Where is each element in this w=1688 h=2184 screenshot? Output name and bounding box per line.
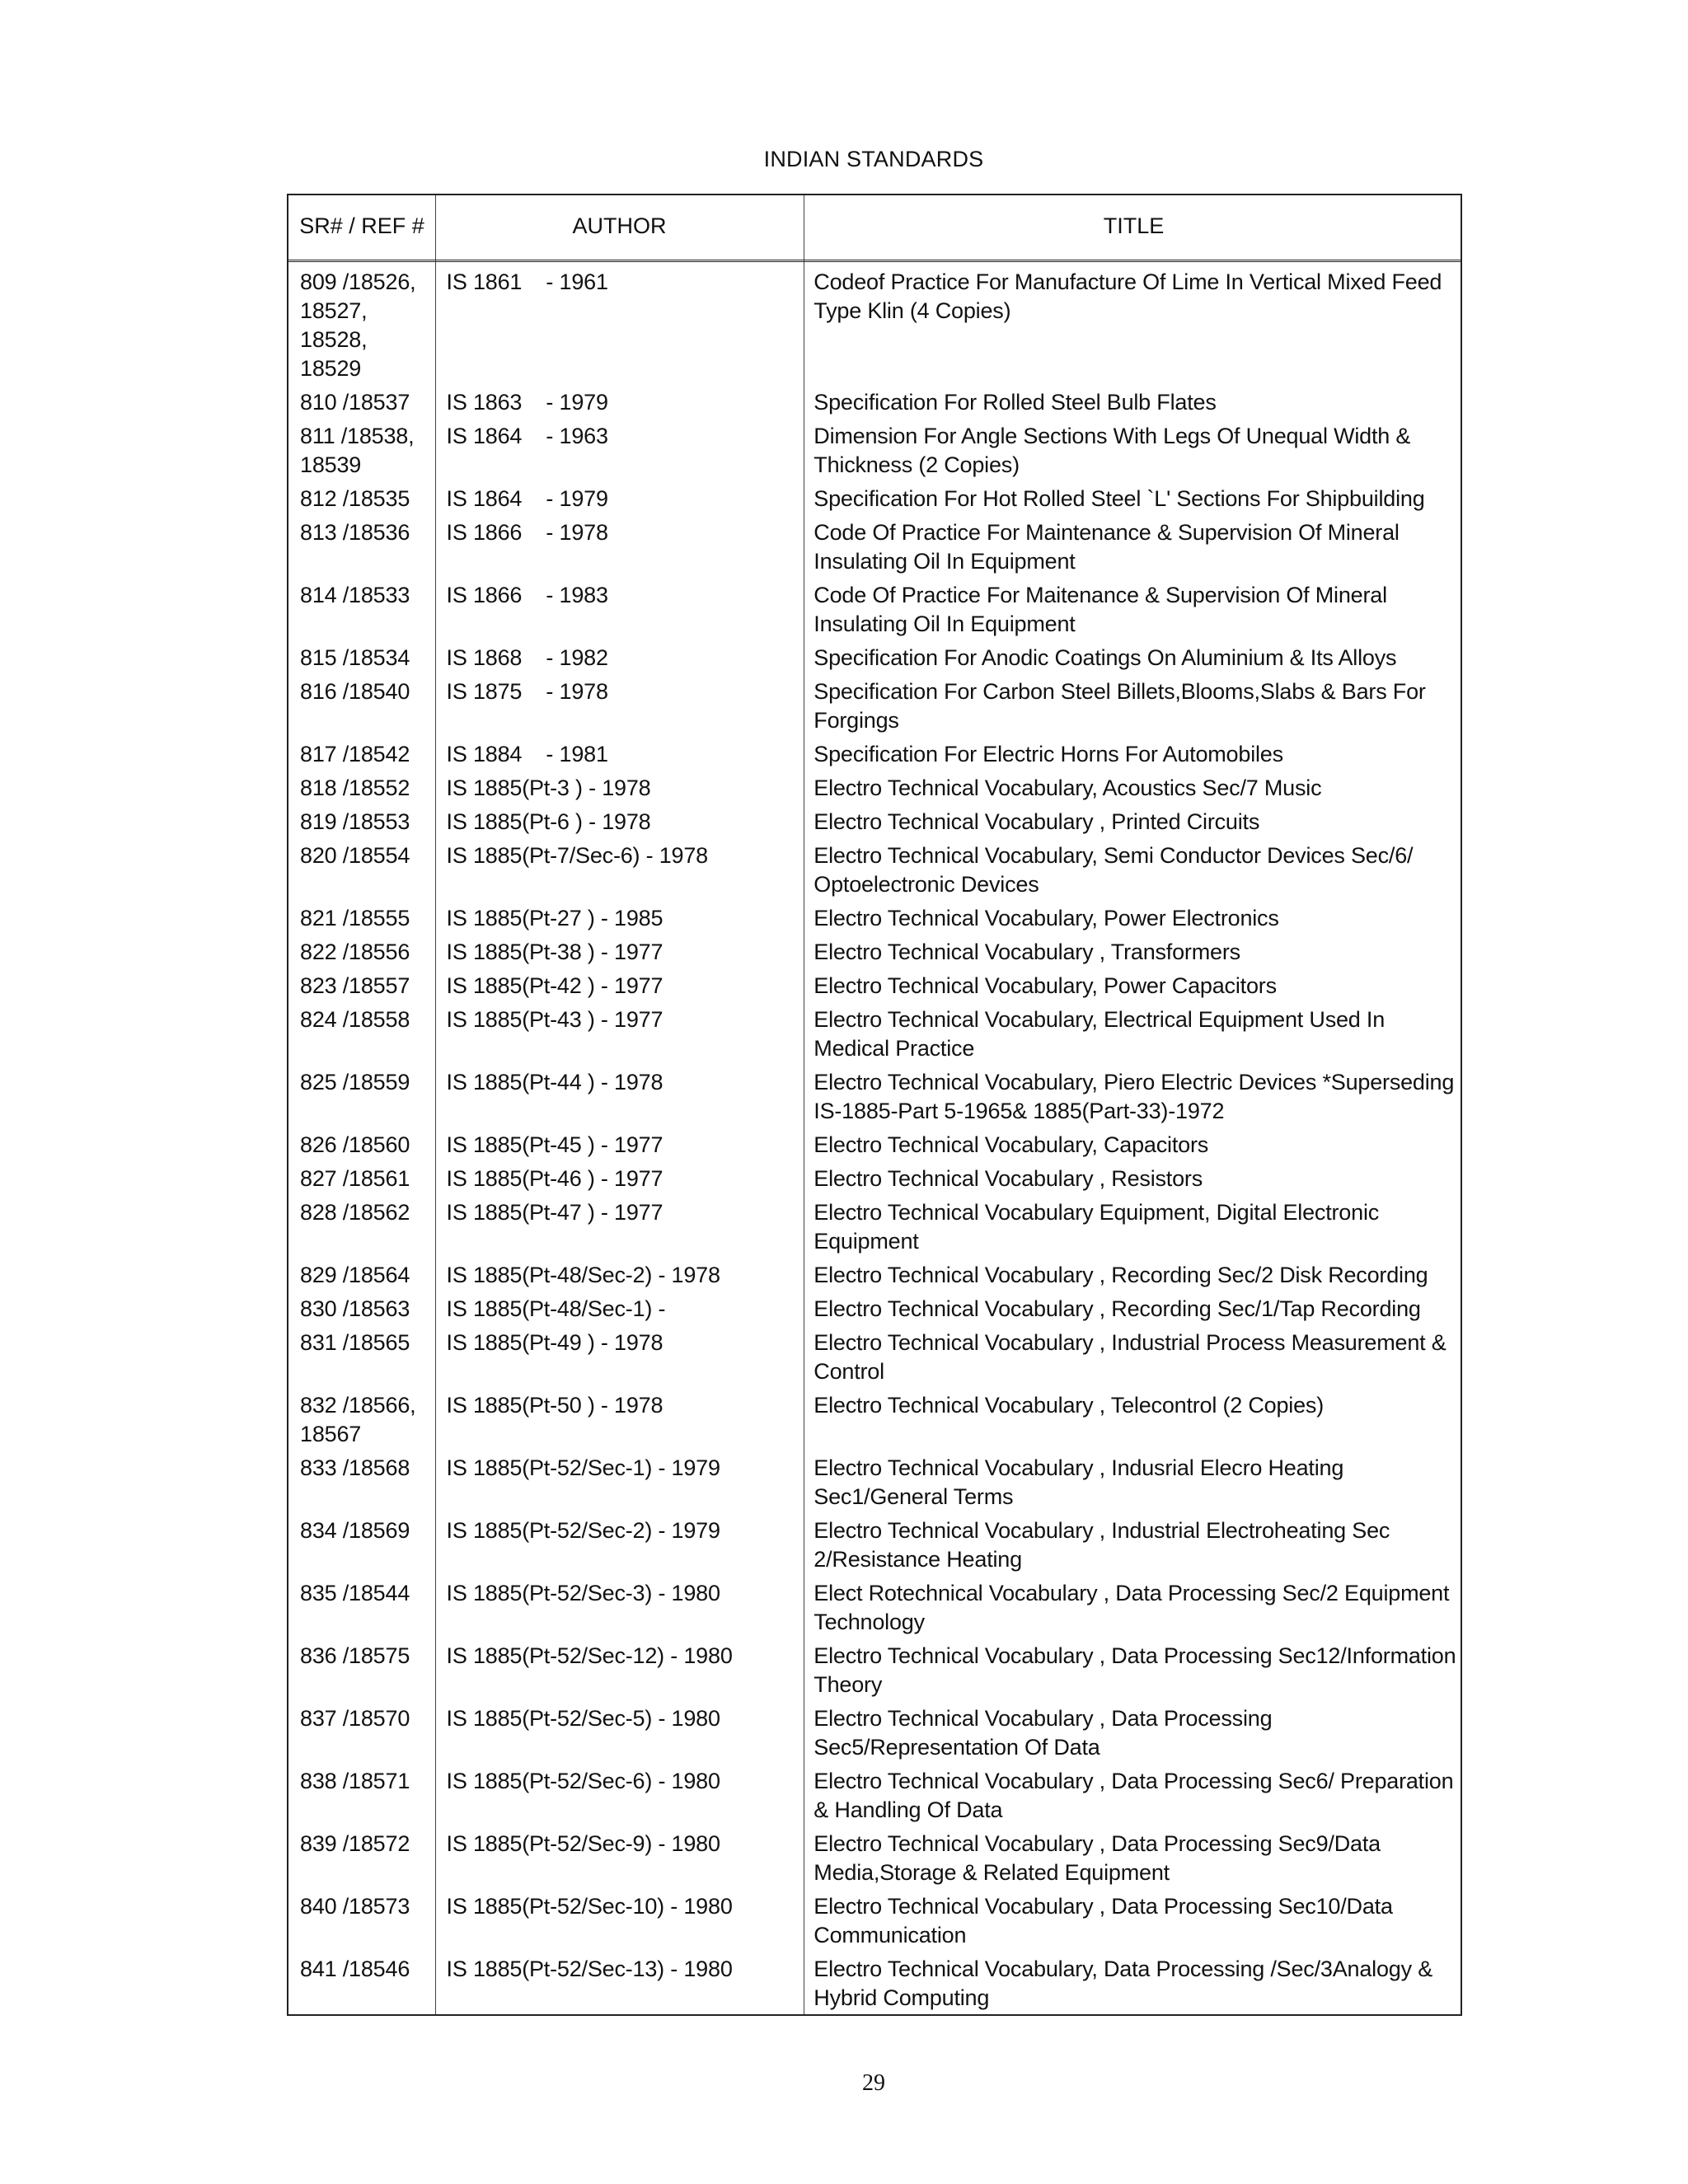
sr-ref-cell: 825 /18559 [300, 1070, 410, 1094]
table-row [288, 1261, 1461, 1290]
title-cell: Electro Technical Vocabulary , Printed Circuits [814, 809, 1260, 834]
author-cell: IS 1885(Pt-6 ) - 1978 [446, 809, 651, 834]
title-cell: Electro Technical Vocabulary, Acoustics Sec/7 Music [814, 776, 1322, 800]
sr-ref-cell: 813 /18536 [300, 520, 410, 545]
table-row [288, 740, 1461, 769]
sr-ref-cell: 815 /18534 [300, 645, 410, 670]
sr-ref-cell: 841 /18546 [300, 1957, 410, 1981]
table-row [288, 774, 1461, 803]
header-author: AUTHOR [572, 213, 667, 238]
author-cell: IS 1885(Pt-52/Sec-13) - 1980 [446, 1957, 733, 1981]
author-cell: IS 1885(Pt-52/Sec-10) - 1980 [446, 1894, 733, 1919]
title-cell: Electro Technical Vocabulary , Data Processing Sec10/Data Communication [814, 1894, 1393, 1947]
table-row [288, 1516, 1461, 1574]
table-row [288, 1454, 1461, 1511]
title-cell: Elect Rotechnical Vocabulary , Data Processing Sec/2 Equipment Technology [814, 1581, 1450, 1634]
author-cell: IS 1864 - 1979 [446, 486, 608, 511]
title-cell: Dimension For Angle Sections With Legs Of Unequal Width & Thickness (2 Copies) [814, 424, 1411, 477]
header-title: TITLE [1103, 213, 1165, 238]
table-row [288, 1830, 1461, 1887]
table-row [288, 485, 1461, 513]
author-cell: IS 1885(Pt-52/Sec-5) - 1980 [446, 1706, 720, 1731]
author-cell: IS 1885(Pt-46 ) - 1977 [446, 1166, 663, 1191]
sr-ref-cell: 822 /18556 [300, 940, 410, 964]
table-row [288, 677, 1461, 735]
author-cell: IS 1885(Pt-7/Sec-6) - 1978 [446, 843, 708, 868]
title-cell: Specification For Anodic Coatings On Aluminium & Its Alloys [814, 645, 1397, 670]
author-cell: IS 1875 - 1978 [446, 679, 608, 704]
table-row [288, 1198, 1461, 1256]
sr-ref-cell: 827 /18561 [300, 1166, 410, 1191]
sr-ref-cell: 834 /18569 [300, 1518, 410, 1543]
sr-ref-cell: 831 /18565 [300, 1330, 410, 1355]
title-cell: Electro Technical Vocabulary , Resistors [814, 1166, 1203, 1191]
sr-ref-cell: 837 /18570 [300, 1706, 410, 1731]
sr-ref-cell: 833 /18568 [300, 1455, 410, 1480]
sr-ref-cell: 826 /18560 [300, 1132, 410, 1157]
title-cell: Specification For Electric Horns For Automobiles [814, 742, 1283, 766]
title-cell: Code Of Practice For Maitenance & Supervision Of Mineral Insulating Oil In Equipment [814, 583, 1387, 636]
author-cell: IS 1866 - 1978 [446, 520, 608, 545]
sr-ref-cell: 816 /18540 [300, 679, 410, 704]
sr-ref-cell: 835 /18544 [300, 1581, 410, 1605]
sr-ref-cell: 819 /18553 [300, 809, 410, 834]
title-cell: Codeof Practice For Manufacture Of Lime In Vertical Mixed Feed Type Klin (4 Copies) [814, 269, 1442, 323]
sr-ref-cell: 836 /18575 [300, 1643, 410, 1668]
title-cell: Electro Technical Vocabulary , Data Processing Sec6/ Preparation & Handling Of Data [814, 1769, 1454, 1822]
author-cell: IS 1885(Pt-27 ) - 1985 [446, 906, 663, 930]
title-cell: Electro Technical Vocabulary , Transformers [814, 940, 1240, 964]
title-cell: Electro Technical Vocabulary , Data Processing Sec12/Information Theory [814, 1643, 1456, 1697]
author-cell: IS 1864 - 1963 [446, 424, 608, 448]
table-row [288, 808, 1461, 837]
title-cell: Electro Technical Vocabulary, Piero Electric Devices *Superseding IS-1885-Part 5-1965& 1885(Part-33)-1972 [814, 1070, 1455, 1123]
author-cell: IS 1885(Pt-44 ) - 1978 [446, 1070, 663, 1094]
table-row [288, 1704, 1461, 1762]
author-cell: IS 1885(Pt-52/Sec-12) - 1980 [446, 1643, 733, 1668]
author-cell: IS 1885(Pt-52/Sec-1) - 1979 [446, 1455, 720, 1480]
sr-ref-cell: 823 /18557 [300, 973, 410, 998]
header-separator [288, 260, 1461, 262]
sr-ref-cell: 840 /18573 [300, 1894, 410, 1919]
table-row [288, 1131, 1461, 1160]
title-cell: Electro Technical Vocabulary , Recording Sec/1/Tap Recording [814, 1296, 1421, 1321]
author-cell: IS 1885(Pt-42 ) - 1977 [446, 973, 663, 998]
sr-ref-cell: 811 /18538, 18539 [300, 424, 415, 477]
author-cell: IS 1885(Pt-45 ) - 1977 [446, 1132, 663, 1157]
table-row [288, 644, 1461, 673]
author-cell: IS 1885(Pt-50 ) - 1978 [446, 1393, 663, 1418]
author-cell: IS 1885(Pt-3 ) - 1978 [446, 776, 651, 800]
title-cell: Electro Technical Vocabulary , Telecontrol (2 Copies) [814, 1393, 1325, 1418]
table-row [288, 1068, 1461, 1126]
title-cell: Code Of Practice For Maintenance & Supervision Of Mineral Insulating Oil In Equipment [814, 520, 1400, 574]
table-row [288, 938, 1461, 967]
author-cell: IS 1885(Pt-47 ) - 1977 [446, 1200, 663, 1225]
sr-ref-cell: 817 /18542 [300, 742, 410, 766]
sr-ref-cell: 821 /18555 [300, 906, 410, 930]
sr-ref-cell: 809 /18526, 18527, 18528, 18529 [300, 269, 416, 381]
author-cell: IS 1866 - 1983 [446, 583, 608, 607]
author-cell: IS 1885(Pt-38 ) - 1977 [446, 940, 663, 964]
title-cell: Specification For Hot Rolled Steel `L' Sections For Shipbuilding [814, 486, 1425, 511]
header-sr-ref: SR# / REF # [299, 213, 424, 238]
title-cell: Electro Technical Vocabulary , Industrial Electroheating Sec 2/Resistance Heating [814, 1518, 1390, 1572]
page-title: INDIAN STANDARDS [763, 147, 984, 171]
author-cell: IS 1861 - 1961 [446, 269, 608, 294]
table-row [288, 1767, 1461, 1825]
table-row [288, 1955, 1461, 2013]
table-body [288, 268, 1461, 2018]
author-cell: IS 1885(Pt-48/Sec-2) - 1978 [446, 1263, 720, 1287]
sr-ref-cell: 824 /18558 [300, 1007, 410, 1032]
table-row [288, 581, 1461, 639]
sr-ref-cell: 814 /18533 [300, 583, 410, 607]
author-cell: IS 1885(Pt-52/Sec-6) - 1980 [446, 1769, 720, 1793]
author-cell: IS 1863 - 1979 [446, 390, 608, 415]
title-cell: Electro Technical Vocabulary, Capacitors [814, 1132, 1209, 1157]
title-cell: Electro Technical Vocabulary , Industrial Process Measurement & Control [814, 1330, 1447, 1384]
table-row [288, 518, 1461, 576]
sr-ref-cell: 812 /18535 [300, 486, 410, 511]
table-row [288, 1295, 1461, 1324]
sr-ref-cell: 838 /18571 [300, 1769, 410, 1793]
author-cell: IS 1885(Pt-52/Sec-9) - 1980 [446, 1831, 720, 1856]
table-row [288, 388, 1461, 417]
author-cell: IS 1884 - 1981 [446, 742, 608, 766]
table-row [288, 972, 1461, 1001]
sr-ref-cell: 839 /18572 [300, 1831, 410, 1856]
author-cell: IS 1885(Pt-52/Sec-3) - 1980 [446, 1581, 720, 1605]
sr-ref-cell: 829 /18564 [300, 1263, 410, 1287]
table-row [288, 1642, 1461, 1699]
title-cell: Electro Technical Vocabulary, Power Electronics [814, 906, 1279, 930]
table-row [288, 904, 1461, 933]
author-cell: IS 1885(Pt-43 ) - 1977 [446, 1007, 663, 1032]
sr-ref-cell: 820 /18554 [300, 843, 410, 868]
page-number: 29 [862, 2070, 885, 2096]
table-row [288, 1005, 1461, 1063]
author-cell: IS 1885(Pt-48/Sec-1) - [446, 1296, 666, 1321]
title-cell: Electro Technical Vocabulary, Electrical Equipment Used In Medical Practice [814, 1007, 1386, 1061]
table-row [288, 1892, 1461, 1950]
sr-ref-cell: 810 /18537 [300, 390, 410, 415]
title-cell: Electro Technical Vocabulary, Power Capacitors [814, 973, 1277, 998]
title-cell: Electro Technical Vocabulary , Recording Sec/2 Disk Recording [814, 1263, 1428, 1287]
sr-ref-cell: 830 /18563 [300, 1296, 410, 1321]
sr-ref-cell: 828 /18562 [300, 1200, 410, 1225]
table-row [288, 268, 1461, 383]
table-row [288, 1391, 1461, 1449]
author-cell: IS 1868 - 1982 [446, 645, 608, 670]
title-cell: Electro Technical Vocabulary , Data Processing Sec9/Data Media,Storage & Related Equipment [814, 1831, 1381, 1885]
title-cell: Specification For Carbon Steel Billets,Blooms,Slabs & Bars For Forgings [814, 679, 1426, 733]
title-cell: Electro Technical Vocabulary Equipment, Digital Electronic Equipment [814, 1200, 1380, 1254]
sr-ref-cell: 832 /18566, 18567 [300, 1393, 416, 1446]
title-cell: Electro Technical Vocabulary , Data Processing Sec5/Representation Of Data [814, 1706, 1273, 1760]
title-cell: Electro Technical Vocabulary , Indusrial Elecro Heating Sec1/General Terms [814, 1455, 1344, 1509]
author-cell: IS 1885(Pt-52/Sec-2) - 1979 [446, 1518, 720, 1543]
table-row [288, 841, 1461, 899]
sr-ref-cell: 818 /18552 [300, 776, 410, 800]
author-cell: IS 1885(Pt-49 ) - 1978 [446, 1330, 663, 1355]
title-cell: Specification For Rolled Steel Bulb Flates [814, 390, 1217, 415]
table-row [288, 1579, 1461, 1637]
title-cell: Electro Technical Vocabulary, Data Processing /Sec/3Analogy & Hybrid Computing [814, 1957, 1433, 2010]
table-row [288, 1329, 1461, 1386]
table-row [288, 1165, 1461, 1193]
title-cell: Electro Technical Vocabulary, Semi Conductor Devices Sec/6/ Optoelectronic Devices [814, 843, 1414, 897]
table-row [288, 422, 1461, 480]
standards-table [287, 194, 1462, 2016]
